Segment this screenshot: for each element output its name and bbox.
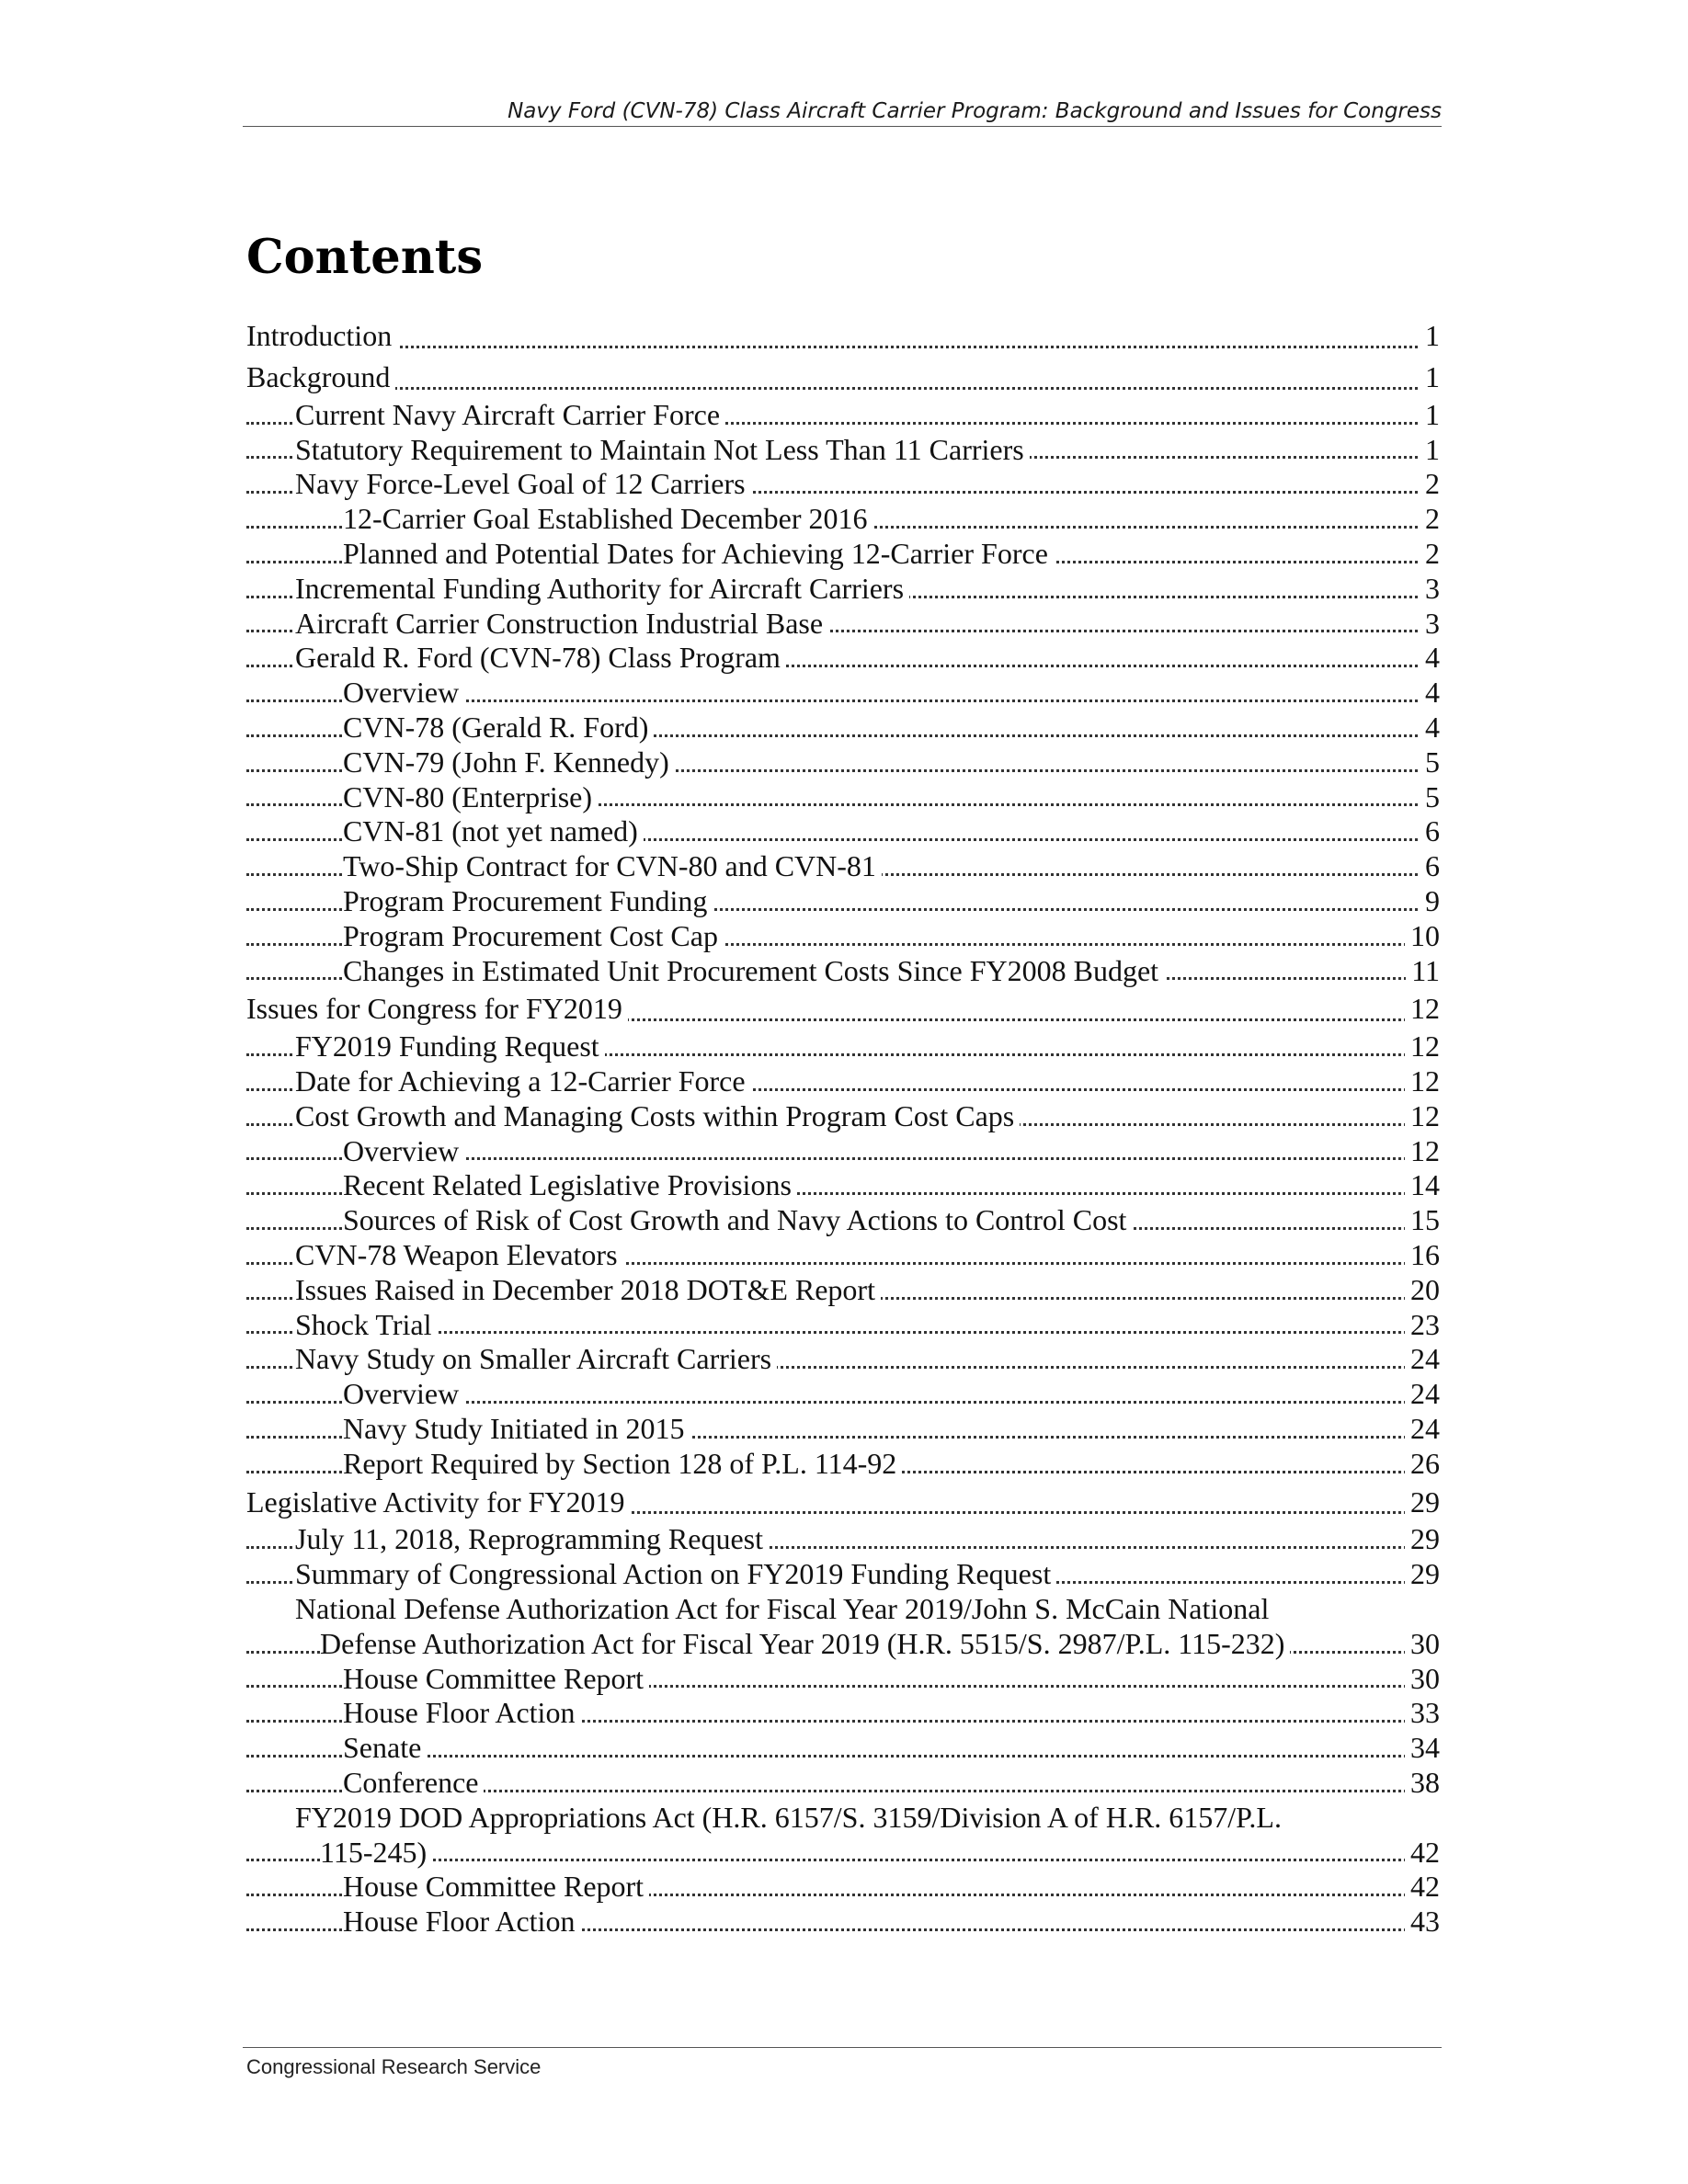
toc-entry-label: Navy Study on Smaller Aircraft Carriers [295, 1342, 777, 1375]
toc-entry[interactable] [246, 1342, 1440, 1377]
toc-page-number: 15 [1405, 1203, 1440, 1238]
toc-entry-label: Overview [343, 676, 464, 709]
toc-page-number: 30 [1405, 1662, 1440, 1697]
toc-entry[interactable] [246, 1203, 1440, 1238]
toc-entry[interactable] [246, 1766, 1440, 1801]
toc-entry[interactable] [246, 745, 1440, 780]
page-title: Contents [246, 230, 484, 285]
toc-entry[interactable] [246, 814, 1440, 849]
footer-rule [243, 2047, 1442, 2048]
toc-entry-label: Two-Ship Contract for CVN-80 and CVN-81 [343, 849, 882, 882]
toc-entry[interactable] [246, 1662, 1440, 1697]
toc-entry[interactable] [246, 467, 1440, 502]
toc-entry-label: Conference [343, 1766, 484, 1799]
toc-page-number: 29 [1405, 1482, 1440, 1523]
toc-entry-label: Aircraft Carrier Construction Industrial Base [295, 607, 828, 640]
toc-entry[interactable] [246, 884, 1440, 919]
toc-entry-label: Gerald R. Ford (CVN-78) Class Program [295, 641, 786, 674]
toc-entry-label: Current Navy Aircraft Carrier Force [295, 398, 725, 431]
toc-page-number: 10 [1405, 919, 1440, 954]
toc-entry-label: House Committee Report [343, 1662, 649, 1695]
toc-entry[interactable] [246, 711, 1440, 745]
toc-page-number: 1 [1420, 433, 1440, 468]
toc-entry[interactable] [246, 1168, 1440, 1203]
toc-entry-label: Issues Raised in December 2018 DOT&E Report [295, 1273, 881, 1306]
toc-page-number: 43 [1405, 1905, 1440, 1939]
toc-page-number: 24 [1405, 1342, 1440, 1377]
toc-entry[interactable] [246, 1029, 1440, 1064]
toc-page-number: 4 [1420, 641, 1440, 676]
toc-page-number: 30 [1405, 1627, 1440, 1662]
toc-page-number: 34 [1405, 1731, 1440, 1766]
toc-page-number: 2 [1420, 502, 1440, 537]
toc-entry-label: FY2019 Funding Request [295, 1029, 605, 1063]
toc-page-number: 38 [1405, 1766, 1440, 1801]
toc-page-number: 16 [1405, 1238, 1440, 1273]
toc-page-number: 5 [1420, 780, 1440, 815]
toc-entry-label: Introduction [246, 319, 397, 352]
toc-entry-label: Overview [343, 1134, 464, 1167]
toc-page-number: 2 [1420, 537, 1440, 572]
toc-entry[interactable] [246, 1522, 1440, 1557]
toc-entry-label: Cost Growth and Managing Costs within Program Cost Caps [295, 1099, 1020, 1132]
toc-entry-continuation[interactable] [246, 1836, 1440, 1871]
toc-entry[interactable] [246, 1064, 1440, 1099]
toc-page-number: 1 [1420, 357, 1440, 398]
toc-entry-label: Sources of Risk of Cost Growth and Navy Actions to Control Cost [343, 1203, 1132, 1236]
toc-entry[interactable] [246, 1447, 1440, 1482]
toc-dot-leader [246, 346, 1440, 348]
toc-page-number: 4 [1420, 711, 1440, 745]
toc-entry[interactable] [246, 1099, 1440, 1134]
toc-entry[interactable] [246, 641, 1440, 676]
toc-entry-label: Defense Authorization Act for Fiscal Year 2019 (H.R. 5515/S. 2987/P.L. 115-232) [320, 1627, 1290, 1660]
toc-page-number: 29 [1405, 1557, 1440, 1592]
toc-entry[interactable] [246, 1412, 1440, 1447]
toc-page-number: 24 [1405, 1377, 1440, 1412]
toc-page-number: 11 [1406, 954, 1440, 989]
toc-page-number: 23 [1405, 1308, 1440, 1343]
toc-page-number: 2 [1420, 467, 1440, 502]
toc-entry-label: Statutory Requirement to Maintain Not Less Than 11 Carriers [295, 433, 1030, 466]
toc-entry[interactable] [246, 357, 1440, 398]
toc-page-number: 3 [1420, 572, 1440, 607]
toc-entry-label: CVN-79 (John F. Kennedy) [343, 745, 675, 779]
toc-page-number: 24 [1405, 1412, 1440, 1447]
toc-entry[interactable] [246, 1731, 1440, 1766]
toc-entry-label: Summary of Congressional Action on FY2019 Funding Request [295, 1557, 1056, 1590]
toc-entry-label: Changes in Estimated Unit Procurement Costs Since FY2008 Budget [343, 954, 1164, 987]
toc-page-number: 33 [1405, 1696, 1440, 1731]
toc-entry[interactable] [246, 607, 1440, 642]
toc-entry[interactable] [246, 1482, 1440, 1523]
toc-entry-label: CVN-78 Weapon Elevators [295, 1238, 623, 1271]
toc-entry-label: July 11, 2018, Reprogramming Request [295, 1522, 769, 1555]
toc-page-number: 12 [1405, 988, 1440, 1029]
toc-entry[interactable] [246, 1696, 1440, 1731]
running-header: Navy Ford (CVN-78) Class Aircraft Carrier Program: Background and Issues for Congress [508, 99, 1442, 123]
toc-page-number: 42 [1405, 1870, 1440, 1905]
toc-page-number: 12 [1405, 1029, 1440, 1064]
toc-entry-label: Program Procurement Cost Cap [343, 919, 724, 952]
toc-page-number: 14 [1405, 1168, 1440, 1203]
toc-entry-label: Senate [343, 1731, 427, 1764]
toc-entry-label: 115-245) [320, 1836, 432, 1869]
toc-entry[interactable] [246, 1801, 1440, 1836]
toc-entry[interactable] [246, 572, 1440, 607]
toc-page-number: 9 [1420, 884, 1440, 919]
toc-entry[interactable] [246, 1134, 1440, 1169]
toc-entry-label: Date for Achieving a 12-Carrier Force [295, 1064, 751, 1098]
toc-page-number: 4 [1420, 676, 1440, 711]
toc-entry-label: House Floor Action [343, 1905, 580, 1938]
toc-entry-label: Report Required by Section 128 of P.L. 114-92 [343, 1447, 902, 1480]
table-of-contents [246, 315, 1440, 1939]
toc-entry-label: CVN-80 (Enterprise) [343, 780, 598, 813]
toc-entry-label: Issues for Congress for FY2019 [246, 992, 628, 1025]
toc-entry-continuation[interactable] [246, 1627, 1440, 1662]
toc-page-number: 12 [1405, 1134, 1440, 1169]
toc-page-number: 3 [1420, 607, 1440, 642]
toc-dot-leader [246, 387, 1440, 390]
toc-entry[interactable] [246, 919, 1440, 954]
toc-page-number: 12 [1405, 1099, 1440, 1134]
toc-entry[interactable] [246, 398, 1440, 433]
toc-entry[interactable] [246, 1592, 1440, 1627]
toc-entry[interactable] [246, 433, 1440, 468]
toc-entry[interactable] [246, 1870, 1440, 1905]
toc-page-number: 12 [1405, 1064, 1440, 1099]
toc-entry-label: National Defense Authorization Act for Fiscal Year 2019/John S. McCain National [295, 1592, 1274, 1625]
footer-text: Congressional Research Service [246, 2055, 542, 2078]
toc-page-number: 1 [1420, 398, 1440, 433]
toc-entry[interactable] [246, 849, 1440, 884]
toc-entry-label: Navy Force-Level Goal of 12 Carriers [295, 467, 751, 500]
toc-entry[interactable] [246, 676, 1440, 711]
toc-entry[interactable] [246, 315, 1440, 357]
toc-entry-label: FY2019 DOD Appropriations Act (H.R. 6157/S. 3159/Division A of H.R. 6157/P.L. [295, 1801, 1287, 1834]
toc-page-number: 1 [1420, 315, 1440, 357]
toc-page-number: 20 [1405, 1273, 1440, 1308]
toc-entry-label: House Floor Action [343, 1696, 580, 1729]
toc-entry[interactable] [246, 954, 1440, 989]
toc-page-number: 29 [1405, 1522, 1440, 1557]
toc-entry-label: Legislative Activity for FY2019 [246, 1485, 631, 1519]
toc-entry-label: Recent Related Legislative Provisions [343, 1168, 797, 1201]
toc-entry-label: Overview [343, 1377, 464, 1410]
toc-page-number: 6 [1420, 849, 1440, 884]
toc-entry-label: Navy Study Initiated in 2015 [343, 1412, 690, 1445]
toc-entry[interactable] [246, 780, 1440, 815]
toc-entry[interactable] [246, 1308, 1440, 1343]
toc-entry[interactable] [246, 1557, 1440, 1592]
header-rule [243, 126, 1442, 127]
toc-entry[interactable] [246, 988, 1440, 1029]
toc-entry-label: Planned and Potential Dates for Achieving 12-Carrier Force [343, 537, 1054, 570]
toc-page-number: 5 [1420, 745, 1440, 780]
toc-entry-label: House Committee Report [343, 1870, 649, 1903]
toc-entry-label: Shock Trial [295, 1308, 437, 1341]
toc-page-number: 26 [1405, 1447, 1440, 1482]
toc-entry[interactable] [246, 1377, 1440, 1412]
toc-entry-label: Program Procurement Funding [343, 884, 713, 917]
toc-entry[interactable] [246, 1238, 1440, 1273]
toc-entry-label: Background [246, 360, 395, 393]
toc-entry[interactable] [246, 1905, 1440, 1939]
toc-entry[interactable] [246, 537, 1440, 572]
toc-entry[interactable] [246, 1273, 1440, 1308]
toc-entry[interactable] [246, 502, 1440, 537]
toc-entry-label: Incremental Funding Authority for Aircraft Carriers [295, 572, 909, 605]
toc-page-number: 42 [1405, 1836, 1440, 1871]
toc-entry-label: CVN-81 (not yet named) [343, 814, 644, 847]
toc-entry-label: 12-Carrier Goal Established December 2016 [343, 502, 873, 535]
toc-page-number: 6 [1420, 814, 1440, 849]
toc-entry-label: CVN-78 (Gerald R. Ford) [343, 711, 654, 744]
